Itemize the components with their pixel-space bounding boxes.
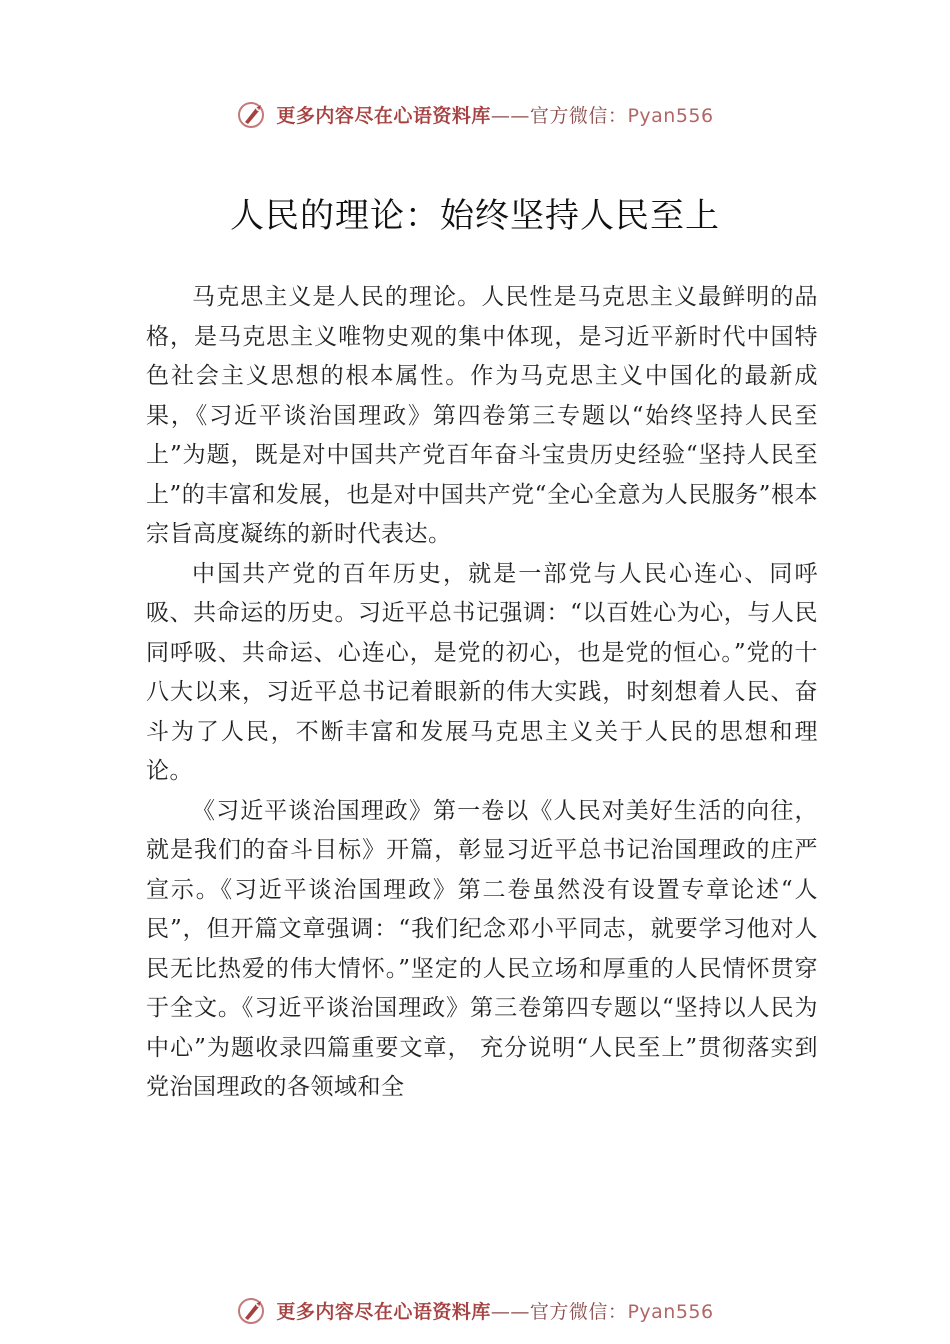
watermark-text bbox=[276, 101, 713, 128]
paragraph-3: 《习近平谈治国理政》第一卷以《人民对美好生活的向往，就是我们的奋斗目标》开篇，彰显习近平总书记治国理政的庄严宣示。《习近平谈治国理政》第二卷虽然没有设置专章论述“人民”，但开篇文章强调：“我们纪念邓小平同志，就要学习他对人民无比热爱的伟大情怀。”坚定的人民立场和厚重的人民情怀贯穿于全文。《习近平谈治国理政》第三卷第四专题以“坚持以人民为中心”为题收录四篇重要文章， 充分说明“人民至上”贯彻落实到党治国理政的各领域和全 bbox=[146, 797, 818, 1100]
watermark-suffix: 官方微信： bbox=[529, 1300, 628, 1323]
watermark-separator: —— bbox=[490, 1300, 530, 1323]
pen-nib-circle-icon bbox=[236, 1294, 268, 1326]
watermark-account: Pyan556 bbox=[627, 1300, 714, 1323]
watermark-text bbox=[276, 1297, 713, 1324]
document-title: 人民的理论：始终坚持人民至上 bbox=[230, 196, 720, 236]
header-watermark bbox=[0, 94, 950, 134]
paragraph-2: 中国共产党的百年历史，就是一部党与人民心连心、同呼吸、共命运的历史。习近平总书记强调：“以百姓心为心，与人民同呼吸、共命运、心连心，是党的初心，也是党的恒心。”党的十八大以来，习近平总书记着眼新的伟大实践，时刻想着人民、奋斗为了人民，不断丰富和发展马克思主义关于人民的思想和理论。 bbox=[146, 560, 818, 784]
paragraph-1: 马克思主义是人民的理论。人民性是马克思主义最鲜明的品格，是马克思主义唯物史观的集中体现，是习近平新时代中国特色社会主义思想的根本属性。作为马克思主义中国化的最新成果，《习近平谈治国理政》第四卷第三专题以“始终坚持人民至上”为题，既是对中国共产党百年奋斗宝贵历史经验“坚持人民至上”的丰富和发展，也是对中国共产党“全心全意为人民服务”根本宗旨高度凝练的新时代表达。 bbox=[146, 284, 818, 547]
watermark-label: 更多内容尽在心语资料库 bbox=[276, 1300, 491, 1323]
footer-watermark bbox=[0, 1290, 950, 1330]
watermark-label: 更多内容尽在心语资料库 bbox=[276, 104, 491, 127]
watermark-separator: —— bbox=[490, 104, 530, 127]
watermark-account: Pyan556 bbox=[627, 104, 714, 127]
watermark-suffix: 官方微信： bbox=[529, 104, 628, 127]
pen-nib-circle-icon bbox=[236, 98, 268, 130]
document-body bbox=[146, 278, 818, 1108]
